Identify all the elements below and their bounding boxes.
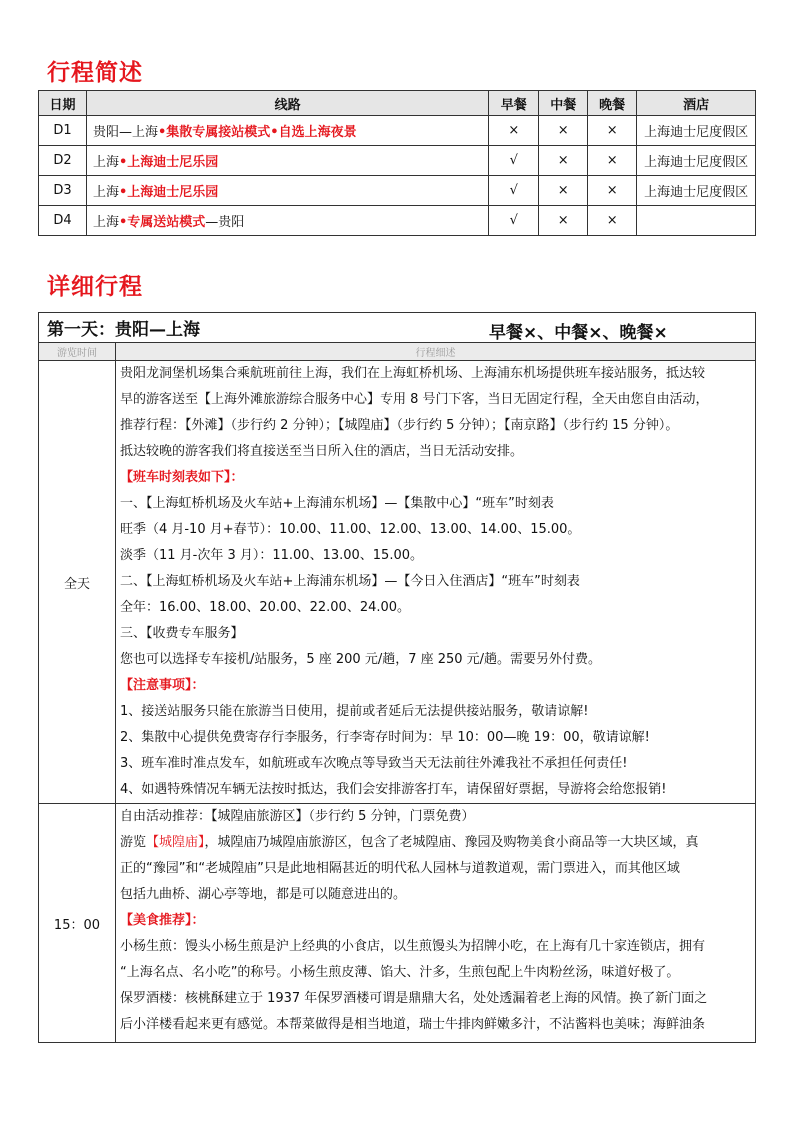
row-lunch: ×	[539, 176, 588, 206]
day-title: 第一天：贵阳—上海	[47, 320, 200, 340]
table-row	[39, 176, 756, 206]
desc-line: 早的游客送至【上海外滩旅游综合服务中心】专用 8 号门下客，当日无固定行程，全天由您自由活动，	[119, 392, 709, 407]
food-line: 保罗酒楼：核桃酥建立于 1937 年保罗酒楼可谓是鼎鼎大名，处处透漏着老上海的风情。换了新门面之	[119, 991, 708, 1006]
notes-heading: 【注意事项】：	[119, 678, 205, 693]
row-route: 上海•专属送站模式—贵阳	[86, 206, 488, 236]
row-route: 贵阳—上海•集散专属接站模式•自选上海夜景	[86, 116, 488, 146]
row-route: 上海•上海迪士尼乐园	[86, 176, 488, 206]
desc-line: 抵达较晚的游客我们将直接送至当日所入住的酒店，当日无活动安排。	[119, 444, 523, 459]
desc-line: 包括九曲桥、湖心亭等地，都是可以随意进出的。	[119, 887, 406, 902]
row-breakfast: √	[489, 176, 539, 206]
note-line: 4、如遇特殊情况车辆无法按时抵达，我们会安排游客打车，请保留好票据，导游将会给您报销!	[119, 782, 667, 797]
header-dinner: 晚餐	[588, 91, 637, 116]
row-date: D3	[39, 176, 87, 206]
table-row	[39, 206, 756, 236]
col-time-header: 游览时间	[39, 343, 116, 361]
section-title-summary: 行程简述	[47, 60, 143, 86]
row-breakfast: √	[489, 146, 539, 176]
row-lunch: ×	[539, 116, 588, 146]
table-row	[39, 116, 756, 146]
row-lunch: ×	[539, 206, 588, 236]
section-title-detail: 详细行程	[47, 274, 143, 300]
desc-line: 自由活动推荐：【城隍庙旅游区】（步行约 5 分钟，门票免费）	[119, 809, 475, 824]
row-route: 上海•上海迪士尼乐园	[86, 146, 488, 176]
row-hotel	[637, 206, 756, 236]
desc-line: 二、【上海虹桥机场及火车站+上海浦东机场】—【今日入住酒店】“班车”时刻表	[119, 574, 580, 589]
col-desc-header: 行程细述	[115, 343, 755, 361]
desc-line: 淡季（11 月-次年 3 月）：11.00、13.00、15.00。	[119, 548, 424, 563]
desc-line: 旺季（4 月-10 月+春节）：10.00、11.00、12.00、13.00、14.00、15.00。	[119, 522, 581, 537]
row-date: D4	[39, 206, 87, 236]
desc-line: 游览【城隍庙】，城隍庙乃城隍庙旅游区，包含了老城隍庙、豫园及购物美食小商品等一大块区域，真	[119, 835, 699, 850]
food-heading: 【美食推荐】：	[119, 913, 205, 928]
desc-line: 三、【收费专车服务】	[119, 626, 244, 641]
row-breakfast: √	[489, 206, 539, 236]
table-header-row	[39, 91, 756, 116]
row-dinner: ×	[588, 206, 637, 236]
table-row	[39, 146, 756, 176]
day-header	[39, 313, 756, 343]
description-cell	[115, 361, 755, 804]
row-hotel: 上海迪士尼度假区	[637, 116, 756, 146]
day-header-row	[39, 313, 756, 343]
desc-line: 推荐行程：【外滩】（步行约 2 分钟）；【城隍庙】（步行约 5 分钟）；【南京路】（步行约 15 分钟）。	[119, 418, 679, 433]
description-cell	[115, 804, 755, 1043]
desc-line: 一、【上海虹桥机场及火车站+上海浦东机场】—【集散中心】“班车”时刻表	[119, 496, 554, 511]
header-breakfast: 早餐	[489, 91, 539, 116]
itinerary-row	[39, 361, 756, 804]
note-line: 3、班车准时准点发车，如航班或车次晚点等导致当天无法前往外滩我社不承担任何责任!	[119, 756, 628, 771]
desc-line: 贵阳龙洞堡机场集合乘航班前往上海，我们在上海虹桥机场、上海浦东机场提供班车接站服务，抵达较	[119, 366, 705, 381]
desc-line: 正的“豫园”和“老城隍庙”只是此地相隔甚近的明代私人园林与道教道观，需门票进入，而其他区域	[119, 861, 680, 876]
header-hotel: 酒店	[637, 91, 756, 116]
shuttle-schedule-heading: 【班车时刻表如下】：	[119, 470, 244, 485]
row-date: D1	[39, 116, 87, 146]
header-date: 日期	[39, 91, 87, 116]
desc-line: 您也可以选择专车接机/站服务，5 座 200 元/趟，7 座 250 元/趟。需要另外付费。	[119, 652, 602, 667]
detailed-itinerary-table	[38, 312, 756, 1043]
row-hotel: 上海迪士尼度假区	[637, 146, 756, 176]
row-hotel: 上海迪士尼度假区	[637, 176, 756, 206]
desc-line: 全年：16.00、18.00、20.00、22.00、24.00。	[119, 600, 411, 615]
food-line: “上海名点、名小吃”的称号。小杨生煎皮薄、馅大、汁多，生煎包配上牛肉粉丝汤，味道好极了。	[119, 965, 680, 980]
row-dinner: ×	[588, 146, 637, 176]
itinerary-summary-table	[38, 90, 756, 236]
row-dinner: ×	[588, 116, 637, 146]
time-cell: 全天	[39, 361, 116, 804]
row-dinner: ×	[588, 176, 637, 206]
food-line: 小杨生煎：馒头小杨生煎是沪上经典的小食店，以生煎馒头为招牌小吃，在上海有几十家连锁店，拥有	[119, 939, 705, 954]
day-meals: 早餐×、中餐×、晚餐×	[489, 323, 668, 343]
note-line: 2、集散中心提供免费寄存行李服务，行李寄存时间为：早 10：00—晚 19：00，敬请谅解!	[119, 730, 650, 745]
row-breakfast: ×	[489, 116, 539, 146]
row-lunch: ×	[539, 146, 588, 176]
column-header-row	[39, 343, 756, 361]
itinerary-row	[39, 804, 756, 1043]
row-date: D2	[39, 146, 87, 176]
header-route: 线路	[86, 91, 488, 116]
time-cell: 15：00	[39, 804, 116, 1043]
food-line: 后小洋楼看起来更有感觉。本帮菜做得是相当地道，瑞士牛排肉鲜嫩多汁，不沾酱料也美味；海鲜油条	[119, 1017, 705, 1032]
header-lunch: 中餐	[539, 91, 588, 116]
note-line: 1、接送站服务只能在旅游当日使用，提前或者延后无法提供接站服务，敬请谅解!	[119, 704, 589, 719]
